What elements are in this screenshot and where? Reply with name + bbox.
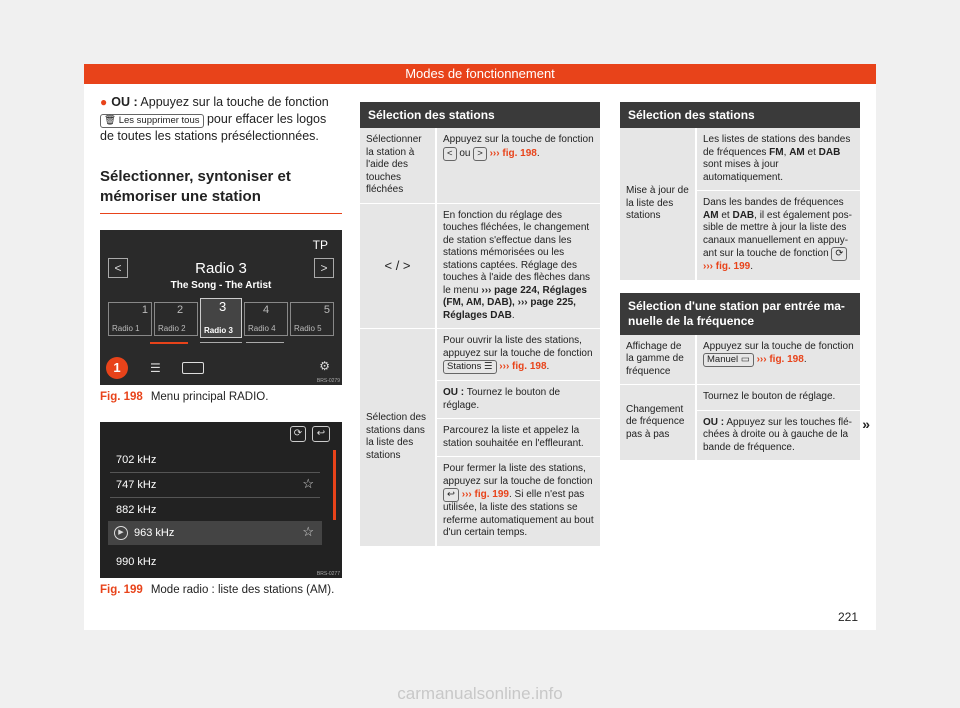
manual-key	[703, 353, 754, 367]
table-title: Sélection des stations	[360, 102, 600, 128]
figure-number: Fig. 198	[100, 391, 143, 403]
preset-3-selected[interactable]	[200, 298, 242, 338]
tp-indicator: TP	[312, 238, 328, 252]
cell-text: Tournez le bouton de réglage.	[443, 387, 561, 411]
cell-bold: AM	[789, 146, 805, 158]
preset-1[interactable]	[108, 302, 152, 336]
table-station-selection	[360, 102, 600, 547]
cell-text: Les listes de stations des bandes de fréquences	[703, 134, 851, 158]
stations-key-label: Stations	[447, 361, 482, 372]
figure-caption-text: Menu principal RADIO.	[150, 391, 269, 403]
table-cell-right	[437, 204, 600, 330]
refresh-key	[831, 247, 847, 261]
cell-text: Pour fermer la liste des stations, appuyez sur la touche de fonction	[443, 463, 593, 487]
station-item-label: 963 kHz	[134, 527, 175, 539]
station-item[interactable]: 702 kHz	[116, 454, 157, 466]
preset-label: Radio 1	[112, 324, 140, 333]
station-name: Radio 3	[195, 260, 247, 277]
page-number: 221	[837, 610, 858, 624]
preset-underline	[200, 342, 242, 343]
cell-text: , il est également possible de mettre à jour la liste des canaux manuellement en appuyant sur la touche de fonction	[703, 209, 852, 259]
cross-reference: ››› fig. 199	[458, 489, 509, 500]
table-cell-right: Dans les bandes de fréquences AM et DAB, il est également possible de mettre à jour la liste des canaux manuellement en appuyant sur la touche de fonction ⟳ ››› fig. 199.	[697, 191, 860, 281]
stations-key	[443, 360, 497, 374]
preset-num: 3	[219, 299, 227, 314]
delete-all-key	[100, 114, 204, 128]
column-1	[100, 94, 342, 214]
cell-bold: OU :	[443, 387, 465, 398]
station-item[interactable]: 990 kHz	[116, 556, 157, 568]
cross-reference: ››› fig. 198	[486, 147, 537, 159]
refresh-icon: ⟳	[835, 248, 844, 259]
cross-reference: ››› fig. 199	[703, 261, 751, 272]
figure-caption	[100, 583, 342, 597]
preset-4[interactable]	[244, 302, 288, 336]
station-item[interactable]: 747 kHz	[116, 479, 157, 491]
song-info: The Song - The Artist	[170, 280, 272, 291]
star-icon[interactable]: ☆	[302, 524, 314, 539]
divider	[110, 472, 320, 473]
station-item[interactable]: 882 kHz	[116, 504, 157, 516]
table-title: Sélection d'une station par entrée manuelle de la fréquence	[620, 293, 860, 335]
callout-1: 1	[106, 357, 128, 379]
bullet-dot-icon: ●	[100, 95, 108, 109]
cell-text: En fonction du réglage des touches fléchées, le changement de station s'effectue dans les stations mémorisées ou les stations captées. Réglage des touches à l'aide des flèches dans le menu	[443, 209, 591, 296]
figure-caption	[100, 390, 342, 404]
figure-caption-text: Mode radio : liste des stations (AM).	[150, 584, 335, 596]
table-cell-left: Affichage de la gamme de fréquence	[620, 335, 697, 386]
figure-199	[100, 422, 342, 597]
table-cell-right	[437, 381, 600, 419]
preset-2[interactable]	[154, 302, 198, 336]
cross-reference: ››› fig. 198	[753, 354, 804, 365]
cell-text: et	[804, 146, 819, 158]
cell-bold: OU :	[703, 416, 725, 428]
list-icon[interactable]: ☰	[150, 361, 161, 375]
cell-text: ou	[456, 147, 474, 159]
continue-mark: »	[862, 416, 870, 432]
prev-key: <	[443, 147, 457, 161]
manual-key-label: Manuel	[707, 354, 739, 365]
manual-keypad-icon[interactable]	[182, 362, 204, 374]
table-cell-right	[437, 457, 600, 547]
cell-text: .	[536, 147, 540, 159]
cell-text: sont mises à jour automatiquement.	[703, 159, 784, 183]
table-cell-right: Pour ouvrir la liste des stations, appuyez sur la touche de fonction Stations ☰ ››› fig. 198.	[437, 329, 600, 381]
cell-text: . Si elle n'est pas utilisée, la liste des stations se referme automatiquement au bout d'un certain temps.	[443, 489, 594, 538]
preset-num: 5	[323, 304, 330, 316]
bullet-paragraph	[100, 94, 342, 145]
scrollbar[interactable]	[333, 450, 336, 520]
play-icon: ▶	[114, 526, 128, 540]
table-cell-left: Sélectionner la station à l'aide des touches fléchées	[360, 128, 437, 204]
table-title: Sélection des stations	[620, 102, 860, 128]
cell-bold: DAB	[818, 146, 841, 158]
preset-label: Radio 2	[158, 324, 186, 333]
table-cell-left: Sélection des stations dans la liste des stations	[360, 329, 437, 547]
table-cell-right	[437, 128, 600, 204]
table-cell-left: < / >	[360, 204, 437, 330]
back-icon: ↩	[447, 489, 455, 500]
next-key: >	[473, 147, 487, 161]
preset-label: Radio 4	[248, 324, 276, 333]
divider	[110, 497, 320, 498]
refresh-icon[interactable]: ⟳	[290, 426, 306, 442]
chevron-right-icon: >	[320, 261, 328, 275]
preset-num: 1	[141, 304, 148, 316]
radio-main-screen	[100, 230, 342, 385]
table-cell-right: Appuyez sur la touche de fonction Manuel ▭ ››› fig. 198.	[697, 335, 860, 386]
table-body	[360, 128, 600, 547]
cell-bold: FM	[769, 146, 784, 158]
back-key	[443, 488, 459, 502]
star-icon[interactable]: ☆	[302, 476, 314, 491]
preset-underline	[150, 342, 188, 344]
cell-text: .	[511, 309, 515, 321]
preset-label: Radio 3	[204, 326, 233, 335]
preset-5[interactable]	[290, 302, 334, 336]
figure-code: BRS-0277	[316, 571, 340, 577]
cell-text: Appuyez sur les touches fléchées à droite ou à gauche de la bande de fréquence.	[703, 416, 852, 453]
cell-bold: AM	[703, 209, 719, 221]
cell-text: Appuyez sur la touche de fonction	[703, 340, 854, 352]
cell-bold: DAB	[732, 209, 755, 221]
bullet-prefix: OU :	[111, 95, 138, 109]
table-cell-right: Tournez le bouton de réglage.	[697, 385, 860, 411]
table-cell-right: Les listes de stations des bandes de fréquences FM, AM et DAB sont mises à jour automatiquement.	[697, 128, 860, 191]
table-body	[620, 335, 860, 462]
station-list-screen	[100, 422, 342, 578]
preset-underline	[246, 342, 284, 343]
keypad-icon: ▭	[740, 354, 750, 365]
preset-label: Radio 5	[294, 324, 322, 333]
figure-number: Fig. 199	[100, 584, 143, 596]
list-icon: ☰	[483, 361, 493, 372]
bullet-text: Appuyez sur la touche de fonction	[137, 95, 329, 109]
back-icon[interactable]: ↩	[312, 426, 330, 442]
cell-text: Pour ouvrir la liste des stations, appuyez sur la touche de fonction	[443, 335, 593, 359]
figure-198	[100, 230, 342, 404]
table-cell-left: Mise à jour de la liste des stations	[620, 128, 697, 281]
cell-text: Dans les bandes de fréquences	[703, 197, 844, 208]
manual-page	[84, 64, 876, 630]
trash-icon: 🗑	[104, 115, 117, 126]
cross-reference: ››› fig. 198	[496, 361, 547, 372]
table-station-update	[620, 102, 860, 461]
figure-code: BRS-0279	[316, 378, 340, 384]
preset-num: 4	[263, 304, 270, 316]
table-cell-right: Parcourez la liste et appelez la station souhaitée en l'effleurant.	[437, 419, 600, 457]
watermark: carmanualsonline.info	[397, 684, 563, 703]
table-cell-right	[697, 411, 860, 462]
preset-num: 2	[177, 304, 184, 316]
chevron-left-icon: <	[114, 261, 122, 275]
bullet-text-end: pour effacer les logos de toutes les stations présélectionnées.	[100, 112, 327, 143]
table-body	[620, 128, 860, 281]
settings-gear-icon[interactable]: ⚙	[319, 359, 330, 373]
page-header: Modes de fonctionnement	[84, 64, 876, 84]
table-cell-left: Changement de fréquence pas à pas	[620, 385, 697, 461]
section-title: Sélectionner, syntoniser et mémoriser une station	[100, 167, 342, 214]
delete-all-key-label: Les supprimer tous	[118, 115, 200, 126]
cross-reference: ››› page 224, Réglages (FM, AM, DAB), ››› page 225, Réglages DAB	[443, 284, 587, 321]
cell-text: Appuyez sur la touche de fonction	[443, 134, 594, 145]
